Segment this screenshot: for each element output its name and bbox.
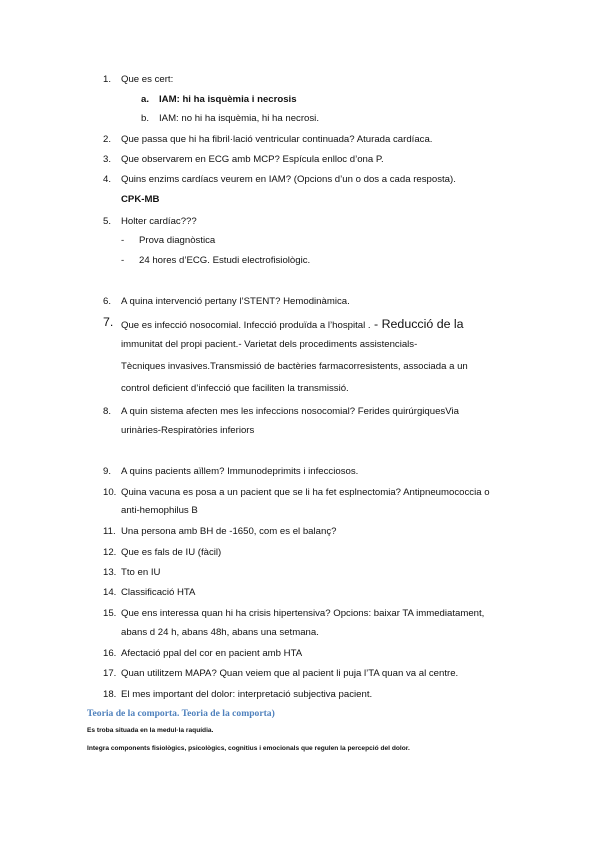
question-number: 14. <box>103 587 117 598</box>
question-text: Que es fals de IU (fàcil) <box>121 547 222 558</box>
question-13 <box>103 566 160 579</box>
dash-text: Prova diagnòstica <box>139 235 216 246</box>
question-17 <box>103 667 458 680</box>
question-number: 10. <box>103 487 117 498</box>
answer-cpk-mb: CPK-MB <box>121 194 160 205</box>
question-text: A quin sistema afecten mes les infeccions nosocomial? Ferides quirúrgiquesVia <box>121 406 459 417</box>
option-b <box>141 113 319 124</box>
question-text: El mes important del dolor: interpretació subjectiva pacient. <box>121 689 373 700</box>
question-16 <box>103 647 302 660</box>
question-9 <box>103 465 358 478</box>
question-3 <box>103 153 384 166</box>
question-text: Que observarem en ECG amb MCP? Espícula enlloc d’ona P. <box>121 154 384 165</box>
question-number: 12. <box>103 547 117 558</box>
question-18 <box>103 688 372 701</box>
question-7-line-4: control deficient d’infecció que faciliten la transmissió. <box>121 383 349 394</box>
dash-item-2 <box>121 255 310 266</box>
question-number: 6. <box>103 296 112 307</box>
question-14 <box>103 586 195 599</box>
question-number: 18. <box>103 689 117 700</box>
question-text: Afectació ppal del cor en pacient amb HTA <box>121 648 303 659</box>
question-number: 15. <box>103 608 117 619</box>
question-7-line-1-b: - Reducció de la <box>370 317 464 331</box>
theory-line-2: Integra components fisiològics, psicològics, cognitius i emocionals que regulen la percepció del dolor. <box>87 745 410 752</box>
question-number: 9. <box>103 466 112 477</box>
option-marker: a. <box>141 94 150 105</box>
question-7-line-3: Tècniques invasives.Transmissió de bactèries farmacorresistents, associada a un <box>121 361 468 372</box>
question-7-line-1-a: Que es infecció nosocomial. Infecció produïda a l’hospital . <box>121 320 371 331</box>
question-11 <box>103 525 336 538</box>
dash-item-1 <box>121 235 215 246</box>
question-number: 2. <box>103 134 112 145</box>
option-text: IAM: hi ha isquèmia i necrosis <box>159 94 297 105</box>
question-text: Classificació HTA <box>121 587 196 598</box>
question-number: 13. <box>103 567 117 578</box>
question-number: 4. <box>103 174 112 185</box>
question-text: Quan utilitzem MAPA? Quan veiem que al pacient li puja l’TA quan va al centre. <box>121 668 459 679</box>
question-7-line-1 <box>121 317 515 331</box>
question-7-line-2: immunitat del propi pacient.- Varietat dels procediments assistencials- <box>121 339 418 350</box>
question-10 <box>103 486 490 499</box>
question-text: Holter cardíac??? <box>121 216 197 227</box>
theory-line-1: Es troba situada en la medul·la raquídia. <box>87 727 214 734</box>
question-text: Quins enzims cardíacs veurem en IAM? (Opcions d’un o dos a cada resposta). <box>121 174 456 185</box>
theory-heading: Teoria de la comporta. Teoria de la comporta) <box>87 708 275 719</box>
question-number: 8. <box>103 406 112 417</box>
question-number: 1. <box>103 74 112 85</box>
question-12 <box>103 546 221 559</box>
question-2 <box>103 133 432 146</box>
dash-marker: - <box>121 255 125 266</box>
question-text: Que ens interessa quan hi ha crisis hipertensiva? Opcions: baixar TA immediatament, <box>121 608 485 619</box>
question-number: 5. <box>103 216 112 227</box>
dash-text: 24 hores d’ECG. Estudi electrofisiològic. <box>139 255 311 266</box>
question-text: Quina vacuna es posa a un pacient que se li ha fet esplnectomia? Antipneumococcia o <box>121 487 490 498</box>
option-a <box>141 94 297 105</box>
question-text: Tto en IU <box>121 567 161 578</box>
question-1 <box>103 73 173 86</box>
question-text: A quina intervenció pertany l’STENT? Hemodinàmica. <box>121 296 350 307</box>
question-text: Que es cert: <box>121 74 174 85</box>
question-8 <box>103 405 459 418</box>
question-number: 3. <box>103 154 112 165</box>
question-text: A quins pacients aïllem? Immunodeprimits i infecciosos. <box>121 466 359 477</box>
option-text: IAM: no hi ha isquèmia, hi ha necrosi. <box>159 113 319 124</box>
question-15-continuation: abans d 24 h, abans 48h, abans una setmana. <box>121 627 319 638</box>
question-number: 11. <box>103 526 116 537</box>
question-text: Que passa que hi ha fibril·lació ventricular continuada? Aturada cardíaca. <box>121 134 433 145</box>
question-number: 16. <box>103 648 117 659</box>
question-4 <box>103 173 456 186</box>
question-8-continuation: urinàries-Respiratòries inferiors <box>121 425 255 436</box>
question-6 <box>103 295 350 308</box>
option-marker: b. <box>141 113 150 124</box>
question-text: Una persona amb BH de -1650, com es el balanç? <box>121 526 337 537</box>
question-number: 7. <box>103 315 114 329</box>
question-number: 17. <box>103 668 117 679</box>
question-10-continuation: anti-hemophilus B <box>121 505 198 516</box>
question-5 <box>103 215 197 228</box>
dash-marker: - <box>121 235 125 246</box>
question-15 <box>103 607 484 620</box>
